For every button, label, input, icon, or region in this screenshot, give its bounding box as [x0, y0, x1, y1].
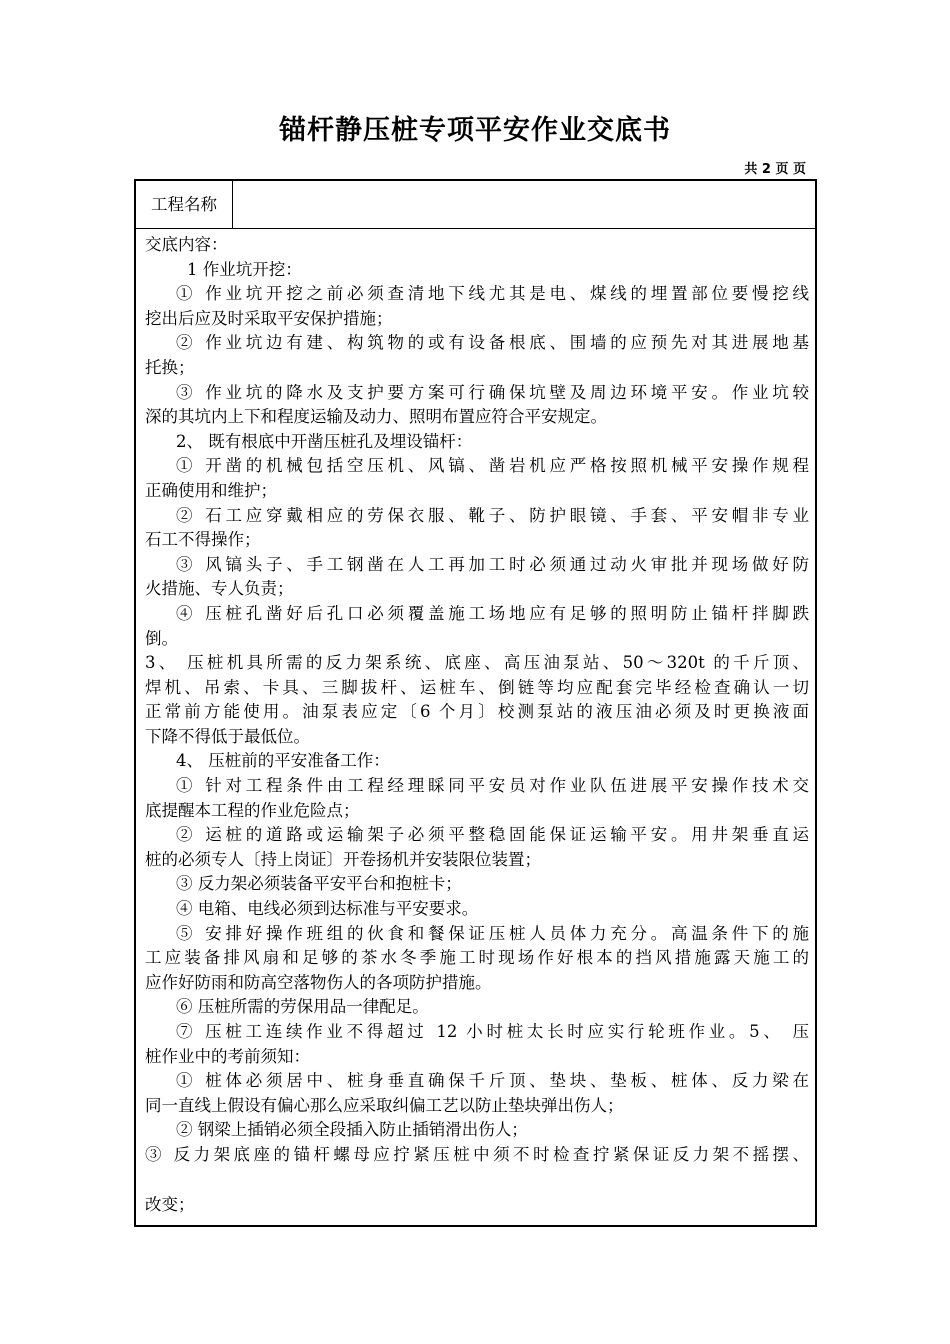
content-line: ⑤ 安排好操作班组的伙食和餐保证压桩人员体力充分。高温条件下的施 — [176, 923, 809, 943]
content-line: 交底内容： — [145, 235, 228, 254]
content-line: 同一直线上假设有偏心那么应采取纠偏工艺以防止垫块弹出伤人； — [145, 1095, 624, 1115]
project-name-row — [136, 181, 815, 229]
content-line: ⑥ 压桩所需的劳保用品一律配足。 — [176, 997, 429, 1017]
content-line: ② 钢梁上插销必须全段插入防止插销滑出伤人； — [176, 1120, 528, 1140]
content-line: ① 作业坑开挖之前必须查清地下线尤其是电、煤线的埋置部位要慢挖线 — [176, 284, 809, 304]
content-line: ③ 风镐头子、手工钢凿在人工再加工时必须通过动火审批并现场做好防 — [176, 554, 809, 574]
content-line: 3、 压桩机具所需的反力架系统、底座、高压油泵站、50～320t 的千斤顶、 — [145, 653, 809, 673]
content-line: 正常前方能使用。油泵表应定〔6 个月〕校测泵站的液压油必须及时更换液面 — [145, 702, 809, 722]
content-line: 深的其坑内上下和程度运输及动力、照明布置应符合平安规定。 — [145, 407, 607, 427]
document-title: 锚杆静压桩专项平安作业交底书 — [279, 115, 671, 146]
content-line: ④ 电箱、电线必须到达标准与平安要求。 — [176, 899, 479, 919]
content-line: 桩的必须专人〔持上岗证〕开卷扬机并安装限位装置； — [145, 849, 541, 869]
page-count: 共 2 页 页 — [744, 162, 806, 177]
content-line: 应作好防雨和防高空落物伤人的各项防护措施。 — [145, 972, 492, 992]
content-line: ① 针对工程条件由工程经理睬同平安员对作业队伍进展平安操作技术交 — [176, 776, 809, 796]
content-line: ③ 作业坑的降水及支护要方案可行确保坑壁及周边环境平安。作业坑较 — [176, 382, 809, 402]
content-line: ④ 压桩孔凿好后孔口必须覆盖施工场地应有足够的照明防止锚杆拌脚跌 — [176, 603, 809, 623]
content-line: ② 石工应穿戴相应的劳保衣服、靴子、防护眼镜、手套、平安帽非专业 — [176, 505, 809, 525]
content-line: ③ 反力架底座的锚杆螺母应拧紧压桩中须不时检查拧紧保证反力架不摇摆、 — [145, 1144, 809, 1164]
content-line: 下降不得低于最低位。 — [145, 726, 310, 746]
content-line: 焊机、吊索、卡具、三脚拔杆、运桩车、倒链等均应配套完毕经检查确认一切 — [145, 677, 809, 697]
briefing-form — [134, 179, 817, 1227]
content-line: ② 运桩的道路或运输架子必须平整稳固能保证运输平安。用井架垂直运 — [176, 825, 809, 845]
content-line: 4、 压桩前的平安准备工作： — [176, 751, 390, 771]
content-line: 正确使用和维护； — [145, 480, 277, 500]
project-name-value[interactable] — [233, 181, 815, 228]
content-line: 倒。 — [145, 628, 178, 648]
content-line: 底提醒本工程的作业危险点； — [145, 800, 360, 820]
content-line: 石工不得操作； — [145, 530, 261, 550]
content-line: ⑦ 压桩工连续作业不得超过 12 小时桩太长时应实行轮班作业。5、 压 — [176, 1022, 809, 1041]
content-line: 工应装备排风扇和足够的茶水冬季施工时现场作好根本的挡风措施露天施工的 — [145, 948, 809, 968]
project-name-label: 工程名称 — [136, 181, 233, 228]
content-line: 改变； — [145, 1194, 195, 1214]
content-line: 托换； — [145, 357, 195, 377]
content-line: 2、 既有根底中开凿压桩孔及埋设锚杆： — [176, 431, 473, 451]
content-line: ③ 反力架必须装备平安平台和抱桩卡； — [176, 874, 462, 894]
content-line: ① 开凿的机械包括空压机、风镐、凿岩机应严格按照机械平安操作规程 — [176, 456, 809, 476]
content-line: 1 作业坑开挖： — [187, 259, 302, 279]
content-line: ② 作业坑边有建、构筑物的或有设备根底、围墙的应预先对其进展地基 — [176, 333, 809, 353]
content-line: 火措施、专人负责； — [145, 579, 294, 599]
content-line: 挖出后应及时采取平安保护措施； — [145, 308, 393, 328]
content-line: 桩作业中的考前须知： — [145, 1046, 310, 1066]
briefing-content — [145, 233, 809, 1218]
content-line: ① 桩体必须居中、桩身垂直确保千斤顶、垫块、垫板、桩体、反力梁在 — [176, 1071, 809, 1091]
